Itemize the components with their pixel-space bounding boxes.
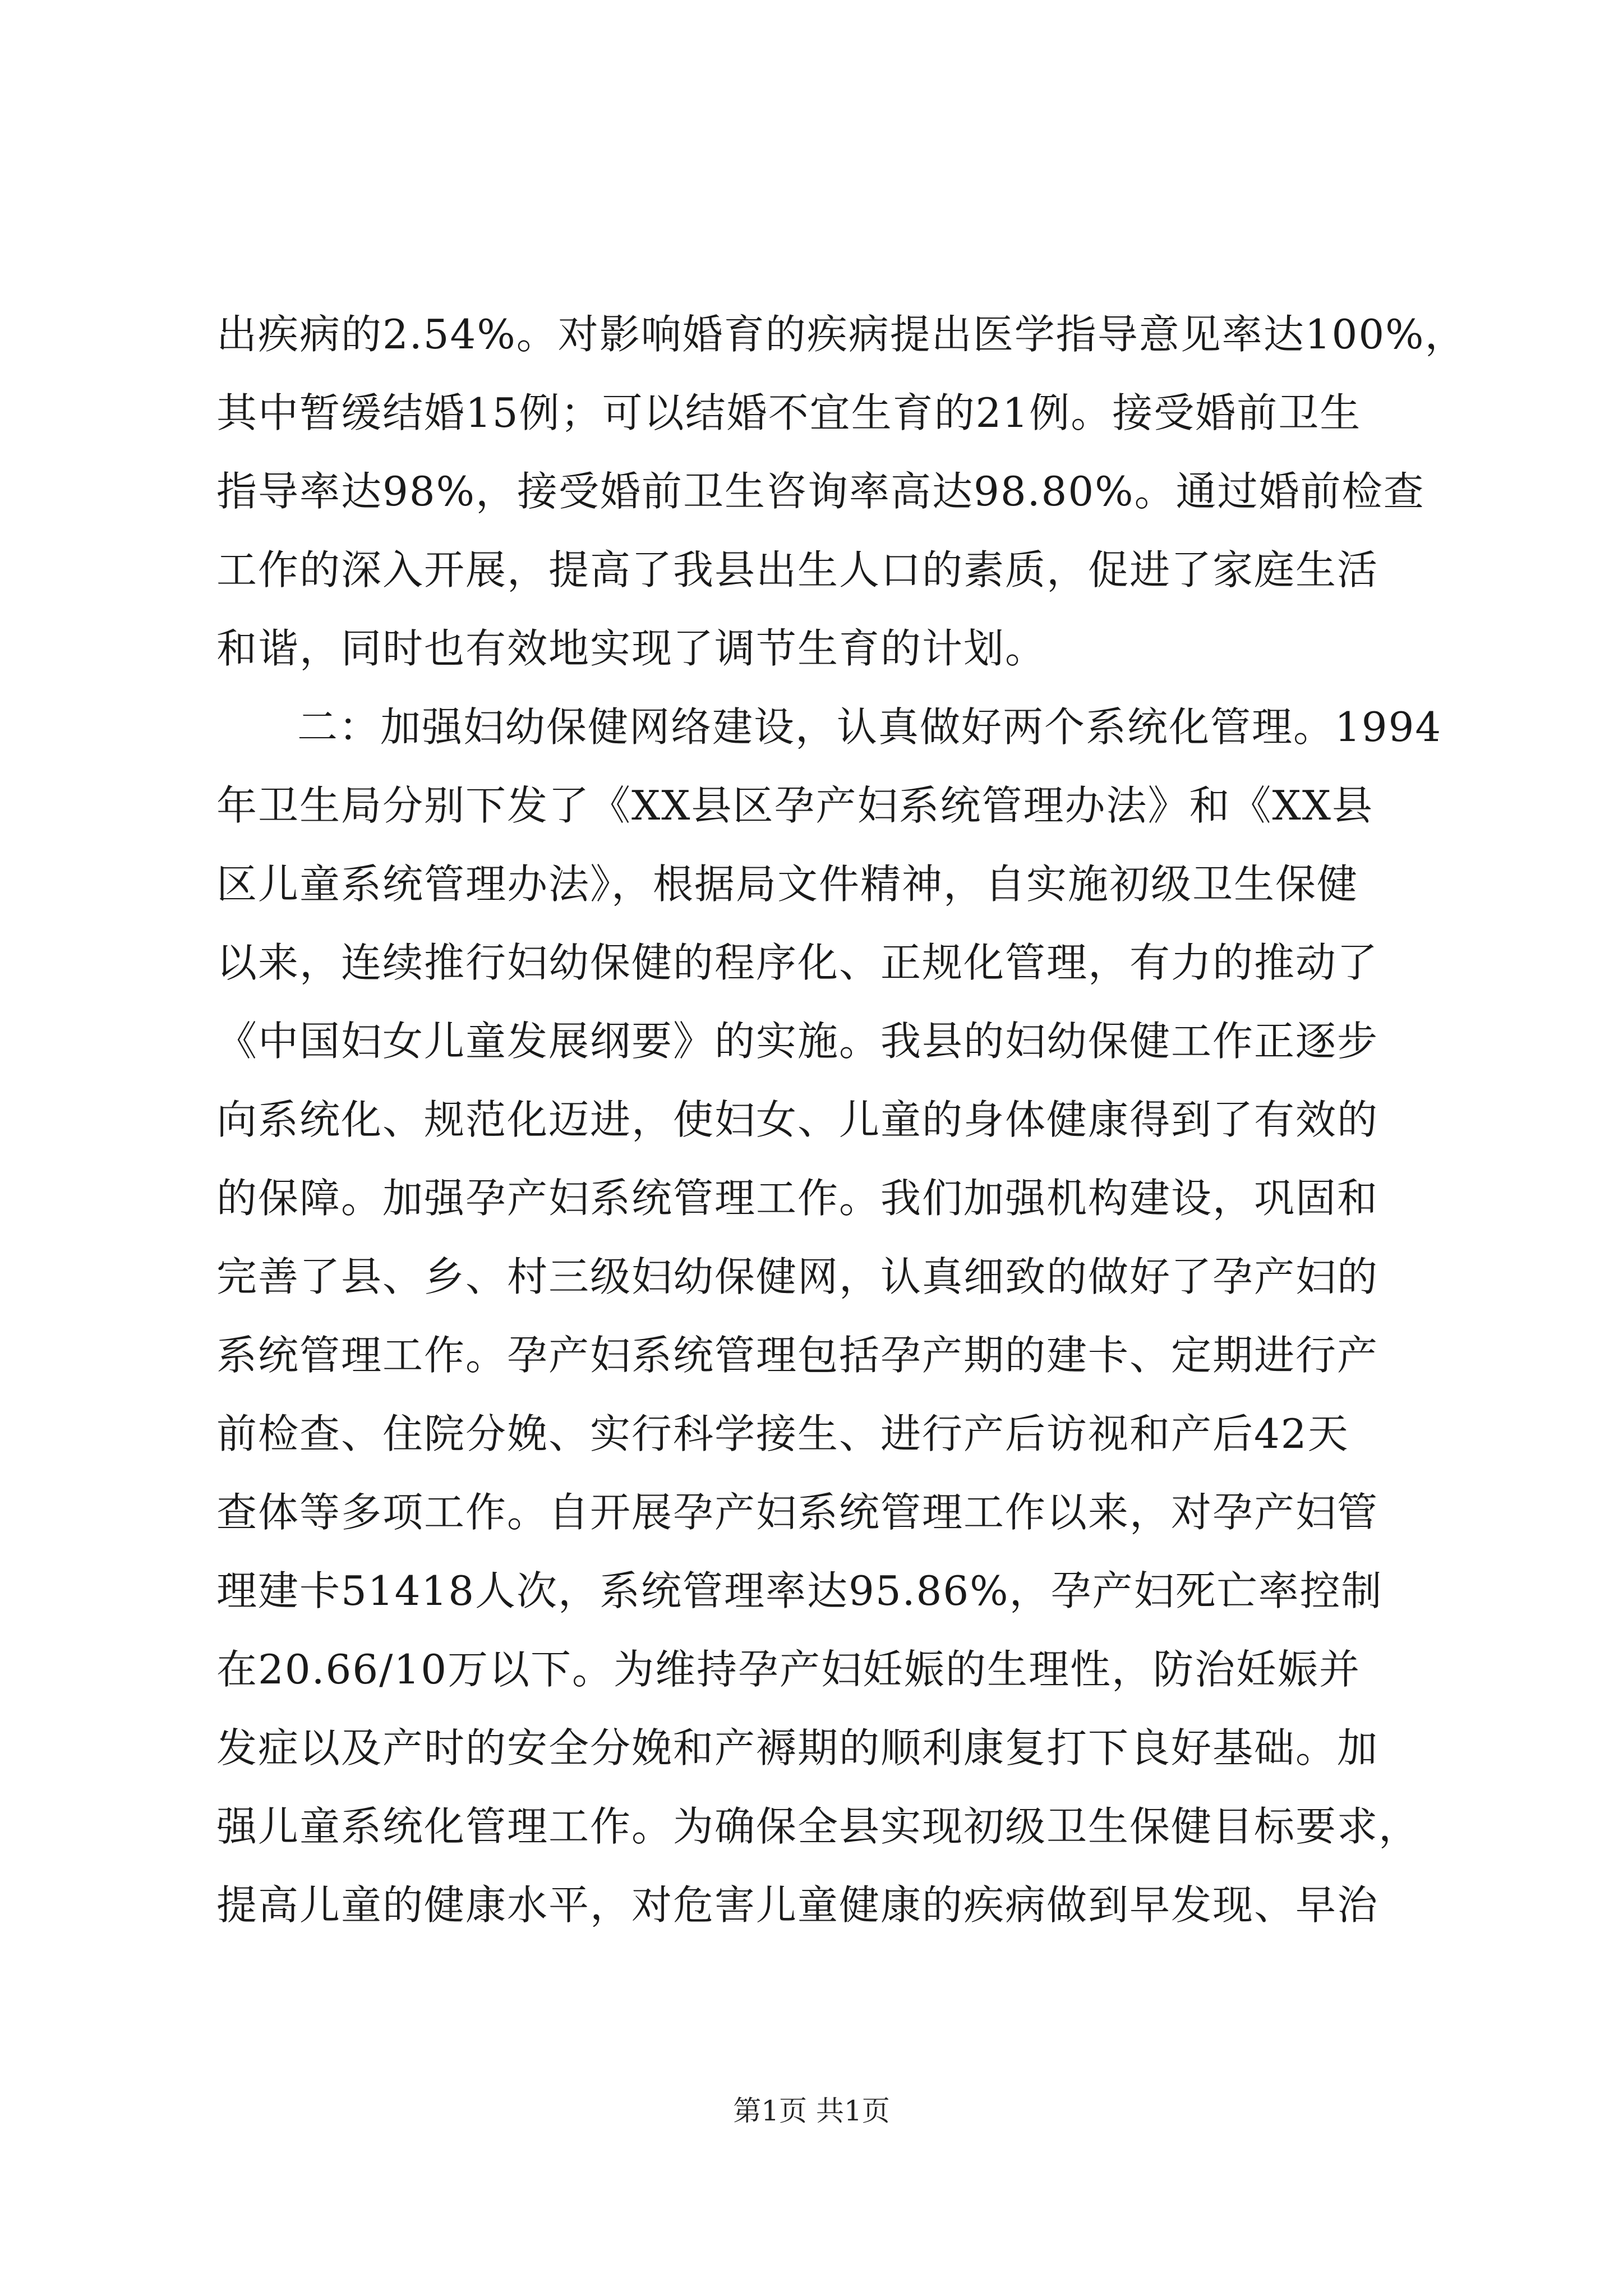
text-line: 查体等多项工作。自开展孕产妇系统管理工作以来，对孕产妇管 (216, 1489, 1379, 1536)
body-text (216, 295, 1467, 1944)
text-line: 向系统化、规范化迈进，使妇女、儿童的身体健康得到了有效的 (216, 1096, 1379, 1143)
text-line: 系统管理工作。孕产妇系统管理包括孕产期的建卡、定期进行产 (216, 1332, 1379, 1379)
text-line: 前检查、住院分娩、实行科学接生、进行产后访视和产后42天 (216, 1410, 1349, 1457)
text-line: 其中暂缓结婚15例；可以结婚不宜生育的21例。接受婚前卫生 (216, 389, 1362, 436)
text-line: 和谐，同时也有效地实现了调节生育的计划。 (216, 625, 1047, 672)
text-line: 强儿童系统化管理工作。为确保全县实现初级卫生保健目标要求， (216, 1803, 1421, 1850)
text-line: 完善了县、乡、村三级妇幼保健网，认真细致的做好了孕产妇的 (216, 1253, 1379, 1300)
text-line: 理建卡51418人次，系统管理率达95.86%，孕产妇死亡率控制 (216, 1567, 1383, 1614)
text-line: 以来，连续推行妇幼保健的程序化、正规化管理，有力的推动了 (216, 939, 1379, 986)
text-line: 的保障。加强孕产妇系统管理工作。我们加强机构建设，巩固和 (216, 1175, 1379, 1222)
text-line: 提高儿童的健康水平，对危害儿童健康的疾病做到早发现、早治 (216, 1881, 1379, 1929)
text-line: 年卫生局分别下发了《XX县区孕产妇系统管理办法》和《XX县 (216, 782, 1374, 829)
text-line: 在20.66/10万以下。为维持孕产妇妊娠的生理性，防治妊娠并 (216, 1646, 1361, 1693)
page-footer (0, 2091, 1623, 2131)
section-heading-line: 二：加强妇幼保健网络建设，认真做好两个系统化管理。1994 (297, 703, 1442, 751)
text-line: 指导率达98%，接受婚前卫生咨询率高达98.80%。通过婚前检查 (216, 468, 1425, 515)
text-line: 《中国妇女儿童发展纲要》的实施。我县的妇幼保健工作正逐步 (216, 1018, 1379, 1065)
text-line: 发症以及产时的安全分娩和产褥期的顺利康复打下良好基础。加 (216, 1724, 1379, 1772)
text-line: 工作的深入开展，提高了我县出生人口的素质，促进了家庭生活 (216, 546, 1379, 593)
text-line: 出疾病的2.54%。对影响婚育的疾病提出医学指导意见率达100%， (216, 311, 1467, 358)
text-line: 区儿童系统管理办法》，根据局文件精神，自实施初级卫生保健 (216, 861, 1359, 908)
page-number-label: 第1页 共1页 (733, 2095, 890, 2127)
